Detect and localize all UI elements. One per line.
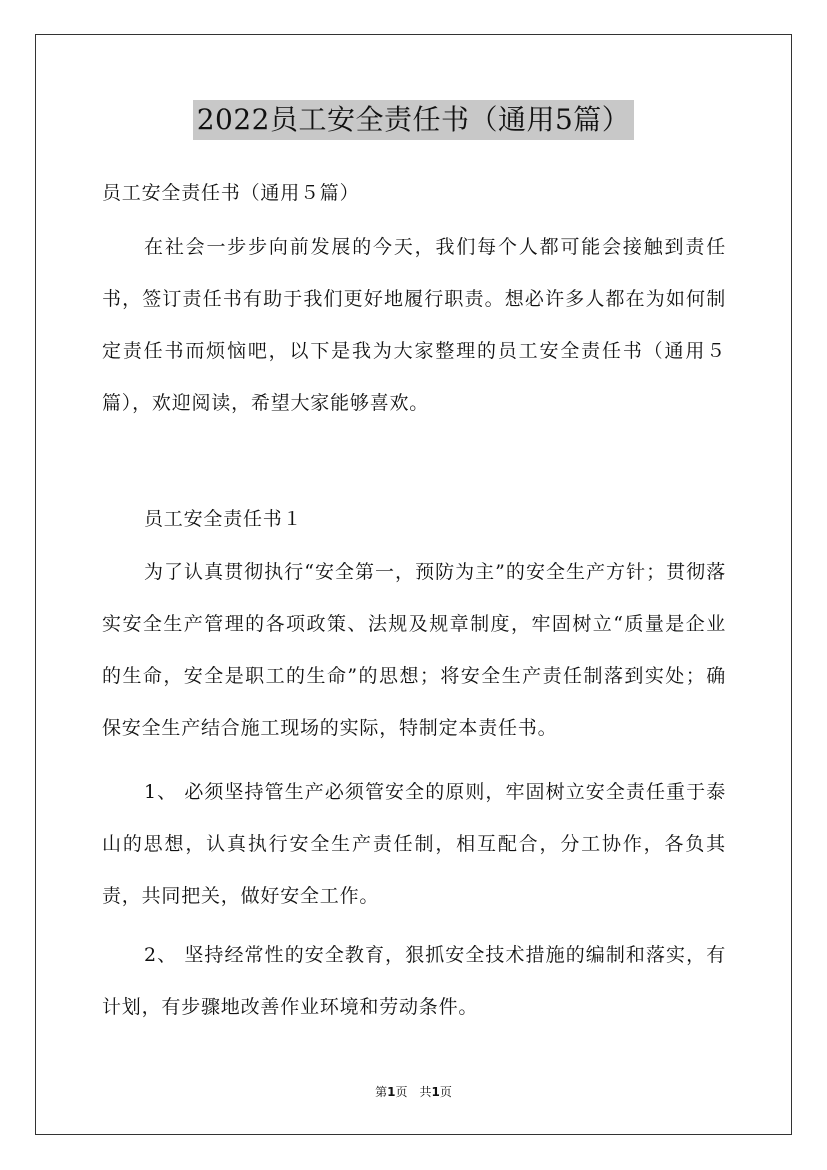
document-subtitle: 员工安全责任书（通用５篇） xyxy=(102,182,360,204)
footer-page-total: 1 xyxy=(431,1085,440,1099)
footer-page-suffix: 页 xyxy=(439,1085,452,1099)
footer-page-current: 1 xyxy=(387,1085,396,1099)
footer-page-prefix: 第 xyxy=(375,1085,388,1099)
document-title: 2022员工安全责任书（通用5篇） xyxy=(193,100,635,140)
section-heading: 员工安全责任书１ xyxy=(144,508,303,530)
footer-page-mid: 页 共 xyxy=(395,1085,432,1099)
body-paragraph-1: 为了认真贯彻执行“安全第一，预防为主”的安全生产方针；贯彻落实安全生产管理的各项政策、法规及规章制度，牢固树立“质量是企业的生命，安全是职工的生命”的思想；将安全生产责任制落到实处；确保安全生产结合施工现场的实际，特制定本责任书。 xyxy=(102,561,726,739)
list-item-1: 1、 必须坚持管生产必须管安全的原则，牢固树立安全责任重于泰山的思想，认真执行安全生产责任制，相互配合，分工协作，各负其责，共同把关，做好安全工作。 xyxy=(102,781,726,907)
intro-paragraph: 在社会一步步向前发展的今天，我们每个人都可能会接触到责任书，签订责任书有助于我们更好地履行职责。想必许多人都在为如何制定责任书而烦恼吧，以下是我为大家整理的员工安全责任书（通用５篇），欢迎阅读，希望大家能够喜欢。 xyxy=(102,236,726,414)
title-container xyxy=(0,100,827,140)
list-item-2: 2、 坚持经常性的安全教育，狠抓安全技术措施的编制和落实，有计划，有步骤地改善作业环境和劳动条件。 xyxy=(102,944,726,1018)
page-footer xyxy=(0,1083,827,1100)
